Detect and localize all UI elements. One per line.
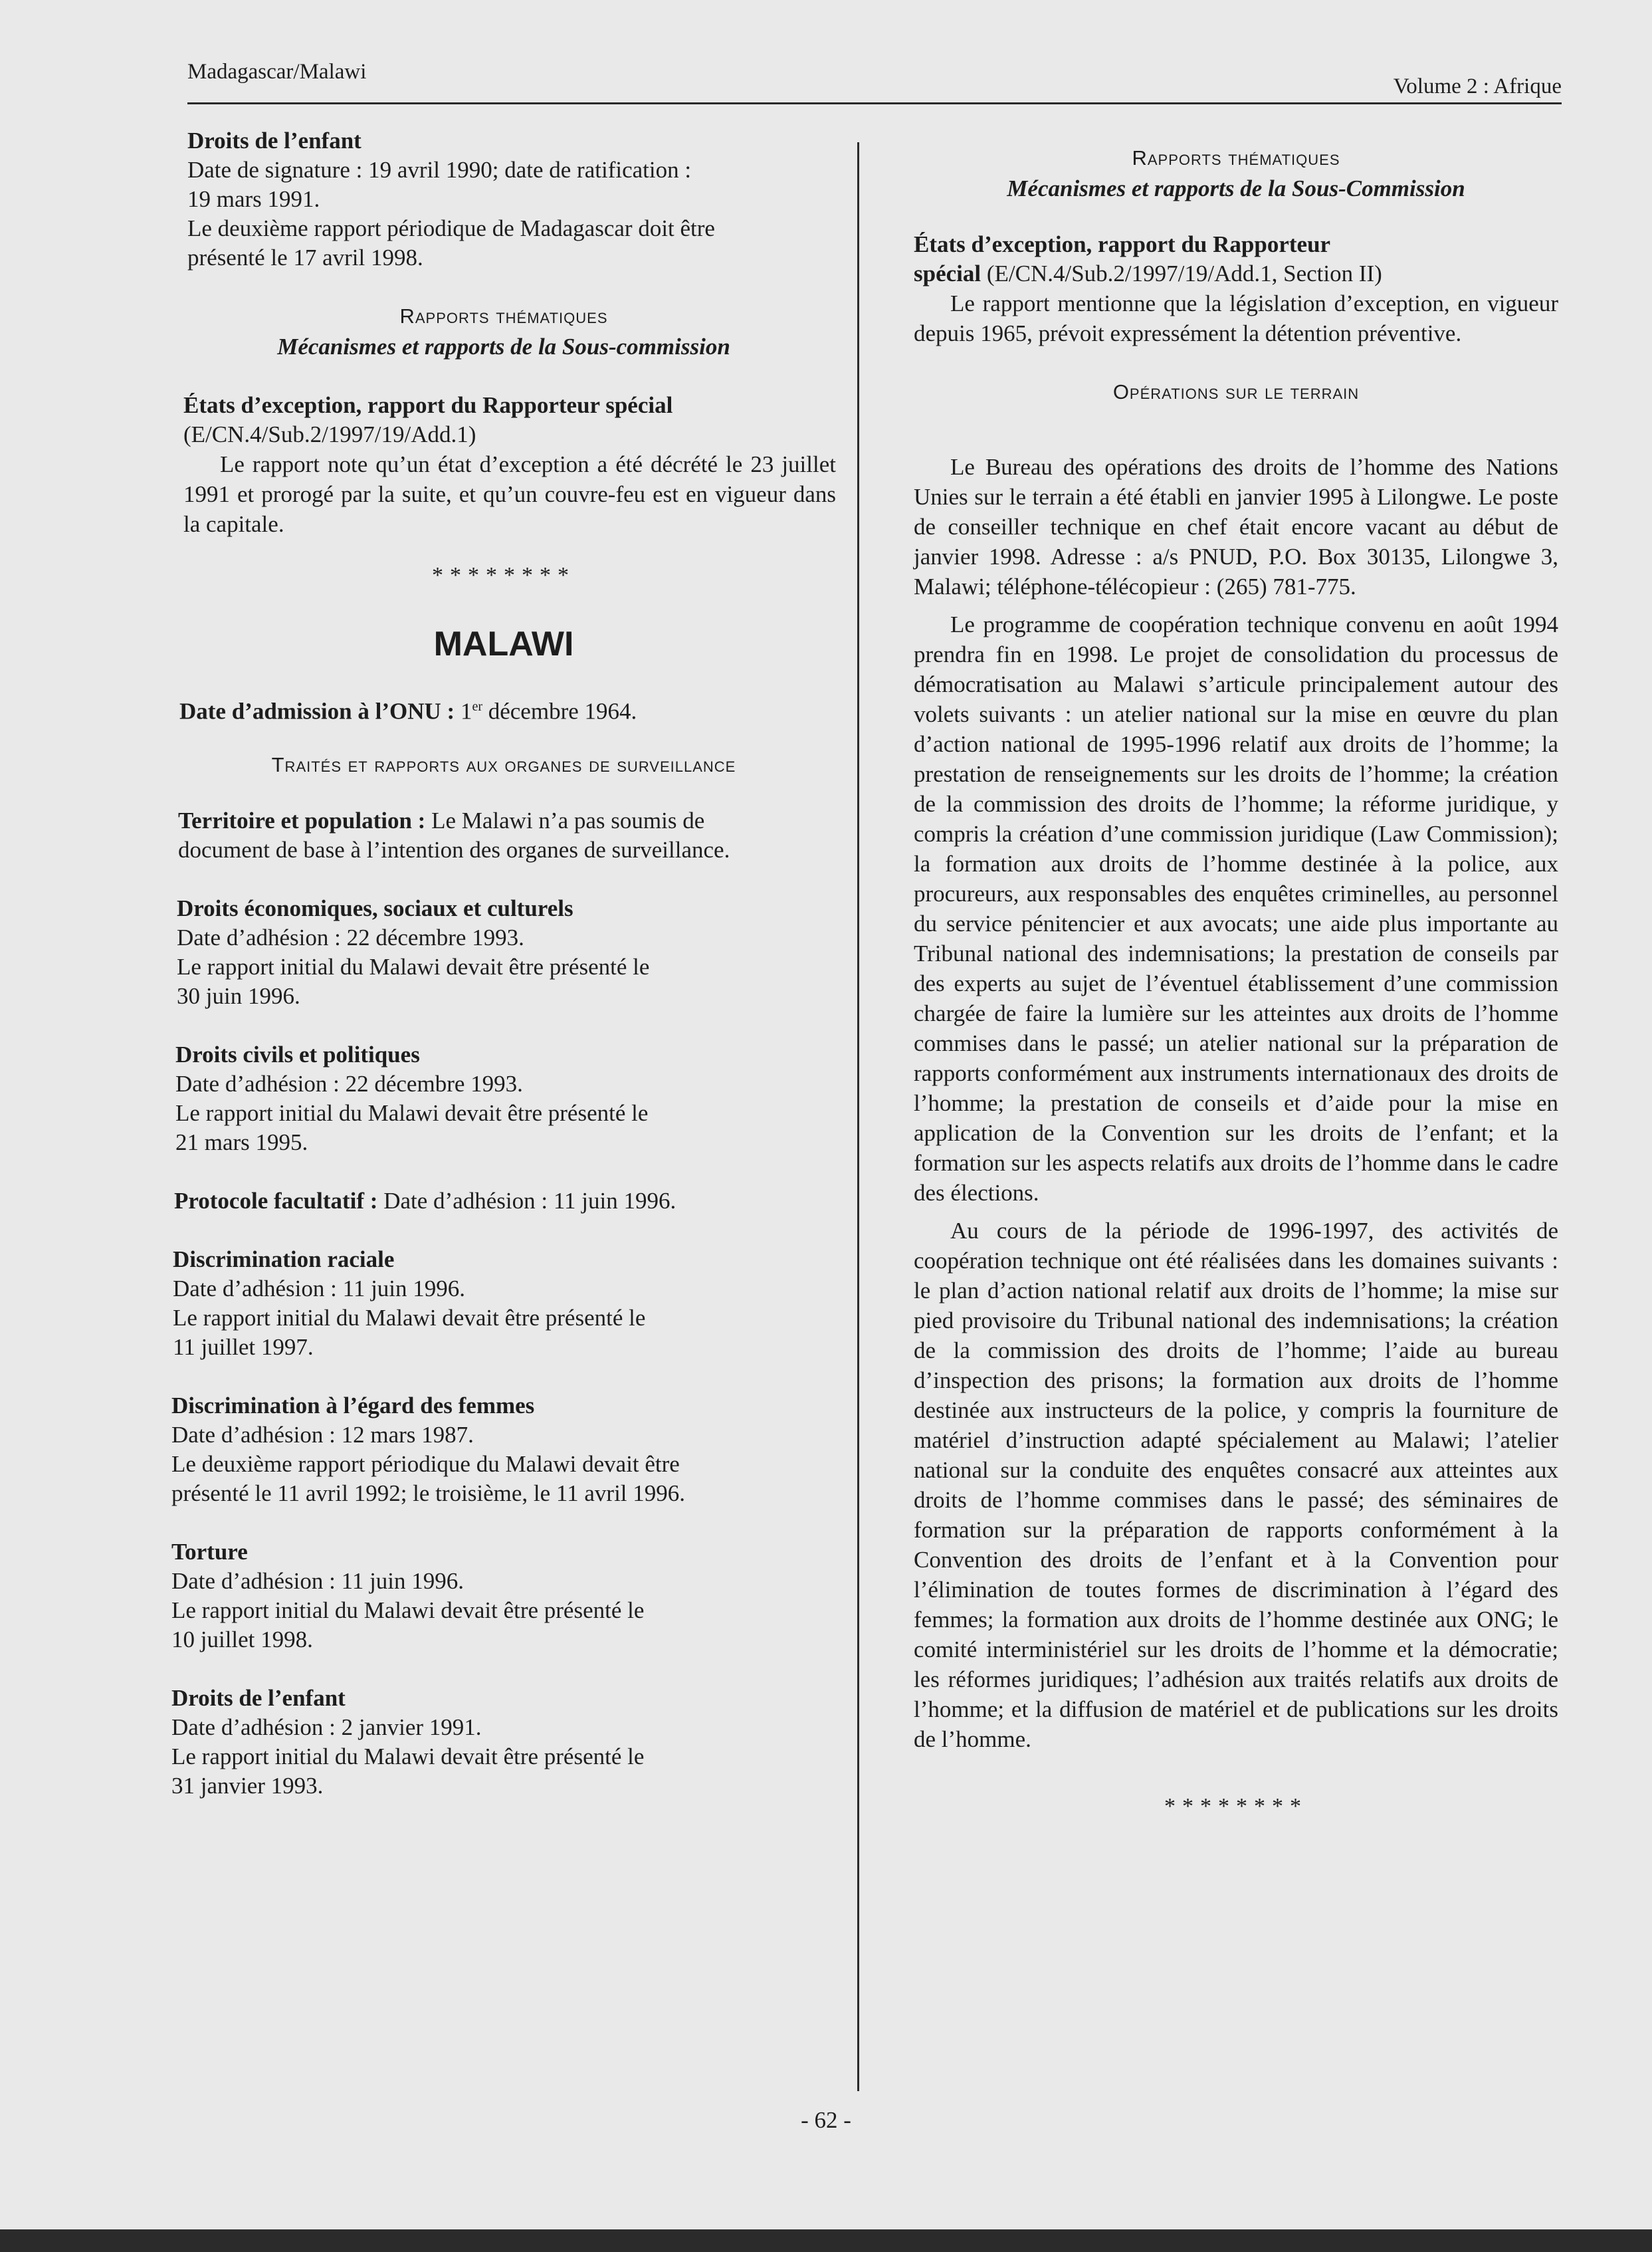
section-title-traites: Traités et rapports aux organes de surveillance <box>271 752 736 776</box>
section-separator: ******** <box>432 563 575 588</box>
scan-edge <box>0 2229 1652 2252</box>
right-column <box>914 146 1558 1819</box>
paragraph: Le programme de coopération technique convenu en août 1994 prendra fin en 1998. Le projet de consolidation du processus de démocratisation au Malawi s’articule principalement autour des volets suivants : un atelier national sur la mise en œuvre du plan d’action national de 1995-1996 relatif aux droits de l’homme; la prestation de renseignements sur les droits de l’homme; la création de la commission des droits de l’homme; la réforme juridique, y compris la création d’une commission juridique (Law Commission); la formation aux droits de l’homme destinée à la police, aux procureurs, aux responsables des enquêtes criminelles, au personnel du service pénitencier et aux avocats; une aide plus importante au Tribunal national des indemnisations; la prestation de conseils par des experts au sujet de l’éventuel établissement d’une commission chargée de faire la lumière sur les atteintes aux droits de l’homme commises dans le passé; un atelier national sur la préparation de rapports conformément aux instruments internationaux des droits de l’homme; la prestation de conseils et d’aide pour la mise en application de la Convention sur les droits de l’enfant; et la formation sur les aspects relatifs aux droits de l’homme dans le cadre des élections. <box>914 612 1558 1206</box>
entry-heading: États d’exception, rapport du Rapporteur <box>914 231 1331 257</box>
section-title-rapports: Rapports thématiques <box>1132 146 1340 169</box>
economiques-entry: Droits économiques, sociaux et culturels Date d’adhésion : 22 décembre 1993. Le rapport initial du Malawi devait être présenté le 30 juin 1996. <box>171 894 836 1011</box>
territoire-entry: Territoire et population : Le Malawi n’a pas soumis de document de base à l’intention des organes de surveillance. <box>178 807 730 863</box>
section-subtitle: Mécanismes et rapports de la Sous-commission <box>277 334 730 360</box>
page-number: - 62 - <box>801 2107 851 2133</box>
malawi-enfant-entry: Droits de l’enfant Date d’adhésion : 2 janvier 1991. Le rapport initial du Malawi devait être présenté le 31 janvier 1993. <box>171 1684 836 1801</box>
entry-text: Le rapport note qu’un état d’exception a été décrété le 23 juillet 1991 et prorogé par la suite, et qu’un couvre-feu est en vigueur dans la capitale. <box>183 451 836 537</box>
protocole-entry: Protocole facultatif : Date d’adhésion : 11 juin 1996. <box>174 1187 676 1214</box>
entry-text: Le rapport mentionne que la législation d’exception, en vigueur depuis 1965, prévoit expressément la détention préventive. <box>914 290 1558 346</box>
entry-label: Territoire et population : <box>178 807 426 834</box>
section-subtitle: Mécanismes et rapports de la Sous-Commission <box>1007 175 1465 201</box>
etats-exception-entry <box>171 391 836 539</box>
entry-heading: États d’exception, rapport du Rapporteur spécial <box>183 392 673 418</box>
admission-label: Date d’admission à l’ONU : <box>179 698 455 725</box>
country-title: MALAWI <box>433 625 574 663</box>
header-country: Madagascar/Malawi <box>187 60 367 84</box>
entry-heading: Droits économiques, sociaux et culturels <box>177 895 573 921</box>
entry-heading: Droits de l’enfant <box>187 128 361 154</box>
column-divider <box>857 142 859 2091</box>
femmes-entry: Discrimination à l’égard des femmes Date d’adhésion : 12 mars 1987. Le deuxième rapport périodique du Malawi devait être présenté le 11 avril 1992; le troisième, le 11 avril 1996. <box>171 1391 836 1508</box>
left-column <box>171 126 836 1830</box>
section-title-rapports: Rapports thématiques <box>399 304 608 328</box>
section-separator: ******** <box>1164 1794 1308 1819</box>
entry-label: Protocole facultatif : <box>174 1187 378 1214</box>
entry-heading: Torture <box>171 1538 248 1565</box>
admission-line: Date d’admission à l’ONU : 1er décembre 1964. <box>179 698 637 725</box>
paragraph: Le Bureau des opérations des droits de l’homme des Nations Unies sur le terrain a été établi en janvier 1995 à Lilongwe. Le poste de conseiller technique en chef était encore vacant au début de janvier 1998. Adresse : a/s PNUD, P.O. Box 30135, Lilongwe 3, Malawi; téléphone-télécopieur : (265) 781-775. <box>914 454 1558 600</box>
raciale-entry: Discrimination raciale Date d’adhésion : 11 juin 1996. Le rapport initial du Malawi devait être présenté le 11 juillet 1997. <box>171 1245 836 1362</box>
entry-heading: Discrimination raciale <box>173 1246 395 1272</box>
section-title-operations: Opérations sur le terrain <box>1112 380 1360 403</box>
entry-heading: Droits civils et politiques <box>175 1041 420 1068</box>
paragraph: Au cours de la période de 1996-1997, des activités de coopération technique ont été réalisées dans les domaines suivants : le plan d’action national relatif aux droits de l’homme; la mise sur pied provisoire du Tribunal national des indemnisations; la création de la commission des droits de l’homme; l’aide au bureau d’inspection des prisons; la formation aux droits de l’homme destinée aux instructeurs de la police, y compris la fourniture de matériel d’instruction adapté spécialement au Malawi; l’atelier national sur la conduite des enquêtes consacré aux atteintes aux droits de l’homme commises dans le passé; des séminaires de formation sur la préparation de rapports conformément à la Convention des droits de l’enfant et à la Convention pour l’élimination de toutes formes de discrimination à l’égard des femmes; la formation aux droits de l’homme destinée aux ONG; le comité interministériel sur les droits de l’homme et la démocratie; les réformes juridiques; l’adhésion aux traités relatifs aux droits de l’homme; et la diffusion de matériel et de publications sur les droits de l’homme. <box>914 1218 1558 1752</box>
madagascar-enfant-entry: Droits de l’enfant Date de signature : 19 avril 1990; date de ratification : 19 mars 1991. Le deuxième rapport périodique de Madagascar doit être présenté le 17 avril 1998. <box>171 126 836 273</box>
entry-heading: Droits de l’enfant <box>171 1684 346 1711</box>
entry-heading: Discrimination à l’égard des femmes <box>171 1392 535 1418</box>
torture-entry: Torture Date d’adhésion : 11 juin 1996. Le rapport initial du Malawi devait être présenté le 10 juillet 1998. <box>171 1537 836 1654</box>
document-reference: (E/CN.4/Sub.2/1997/19/Add.1) <box>183 421 476 447</box>
running-header <box>187 60 1562 104</box>
header-volume: Volume 2 : Afrique <box>1393 74 1562 98</box>
civils-entry: Droits civils et politiques Date d’adhésion : 22 décembre 1993. Le rapport initial du Malawi devait être présenté le 21 mars 1995. <box>171 1040 836 1157</box>
document-reference: (E/CN.4/Sub.2/1997/19/Add.1, Section II) <box>981 261 1382 286</box>
etats-exception-entry: États d’exception, rapport du Rapporteur spécial (E/CN.4/Sub.2/1997/19/Add.1, Section II) Le rapport mentionne que la législation d’exception, en vigueur depuis 1965, prévoit expressément la détention préventive. <box>914 230 1558 348</box>
